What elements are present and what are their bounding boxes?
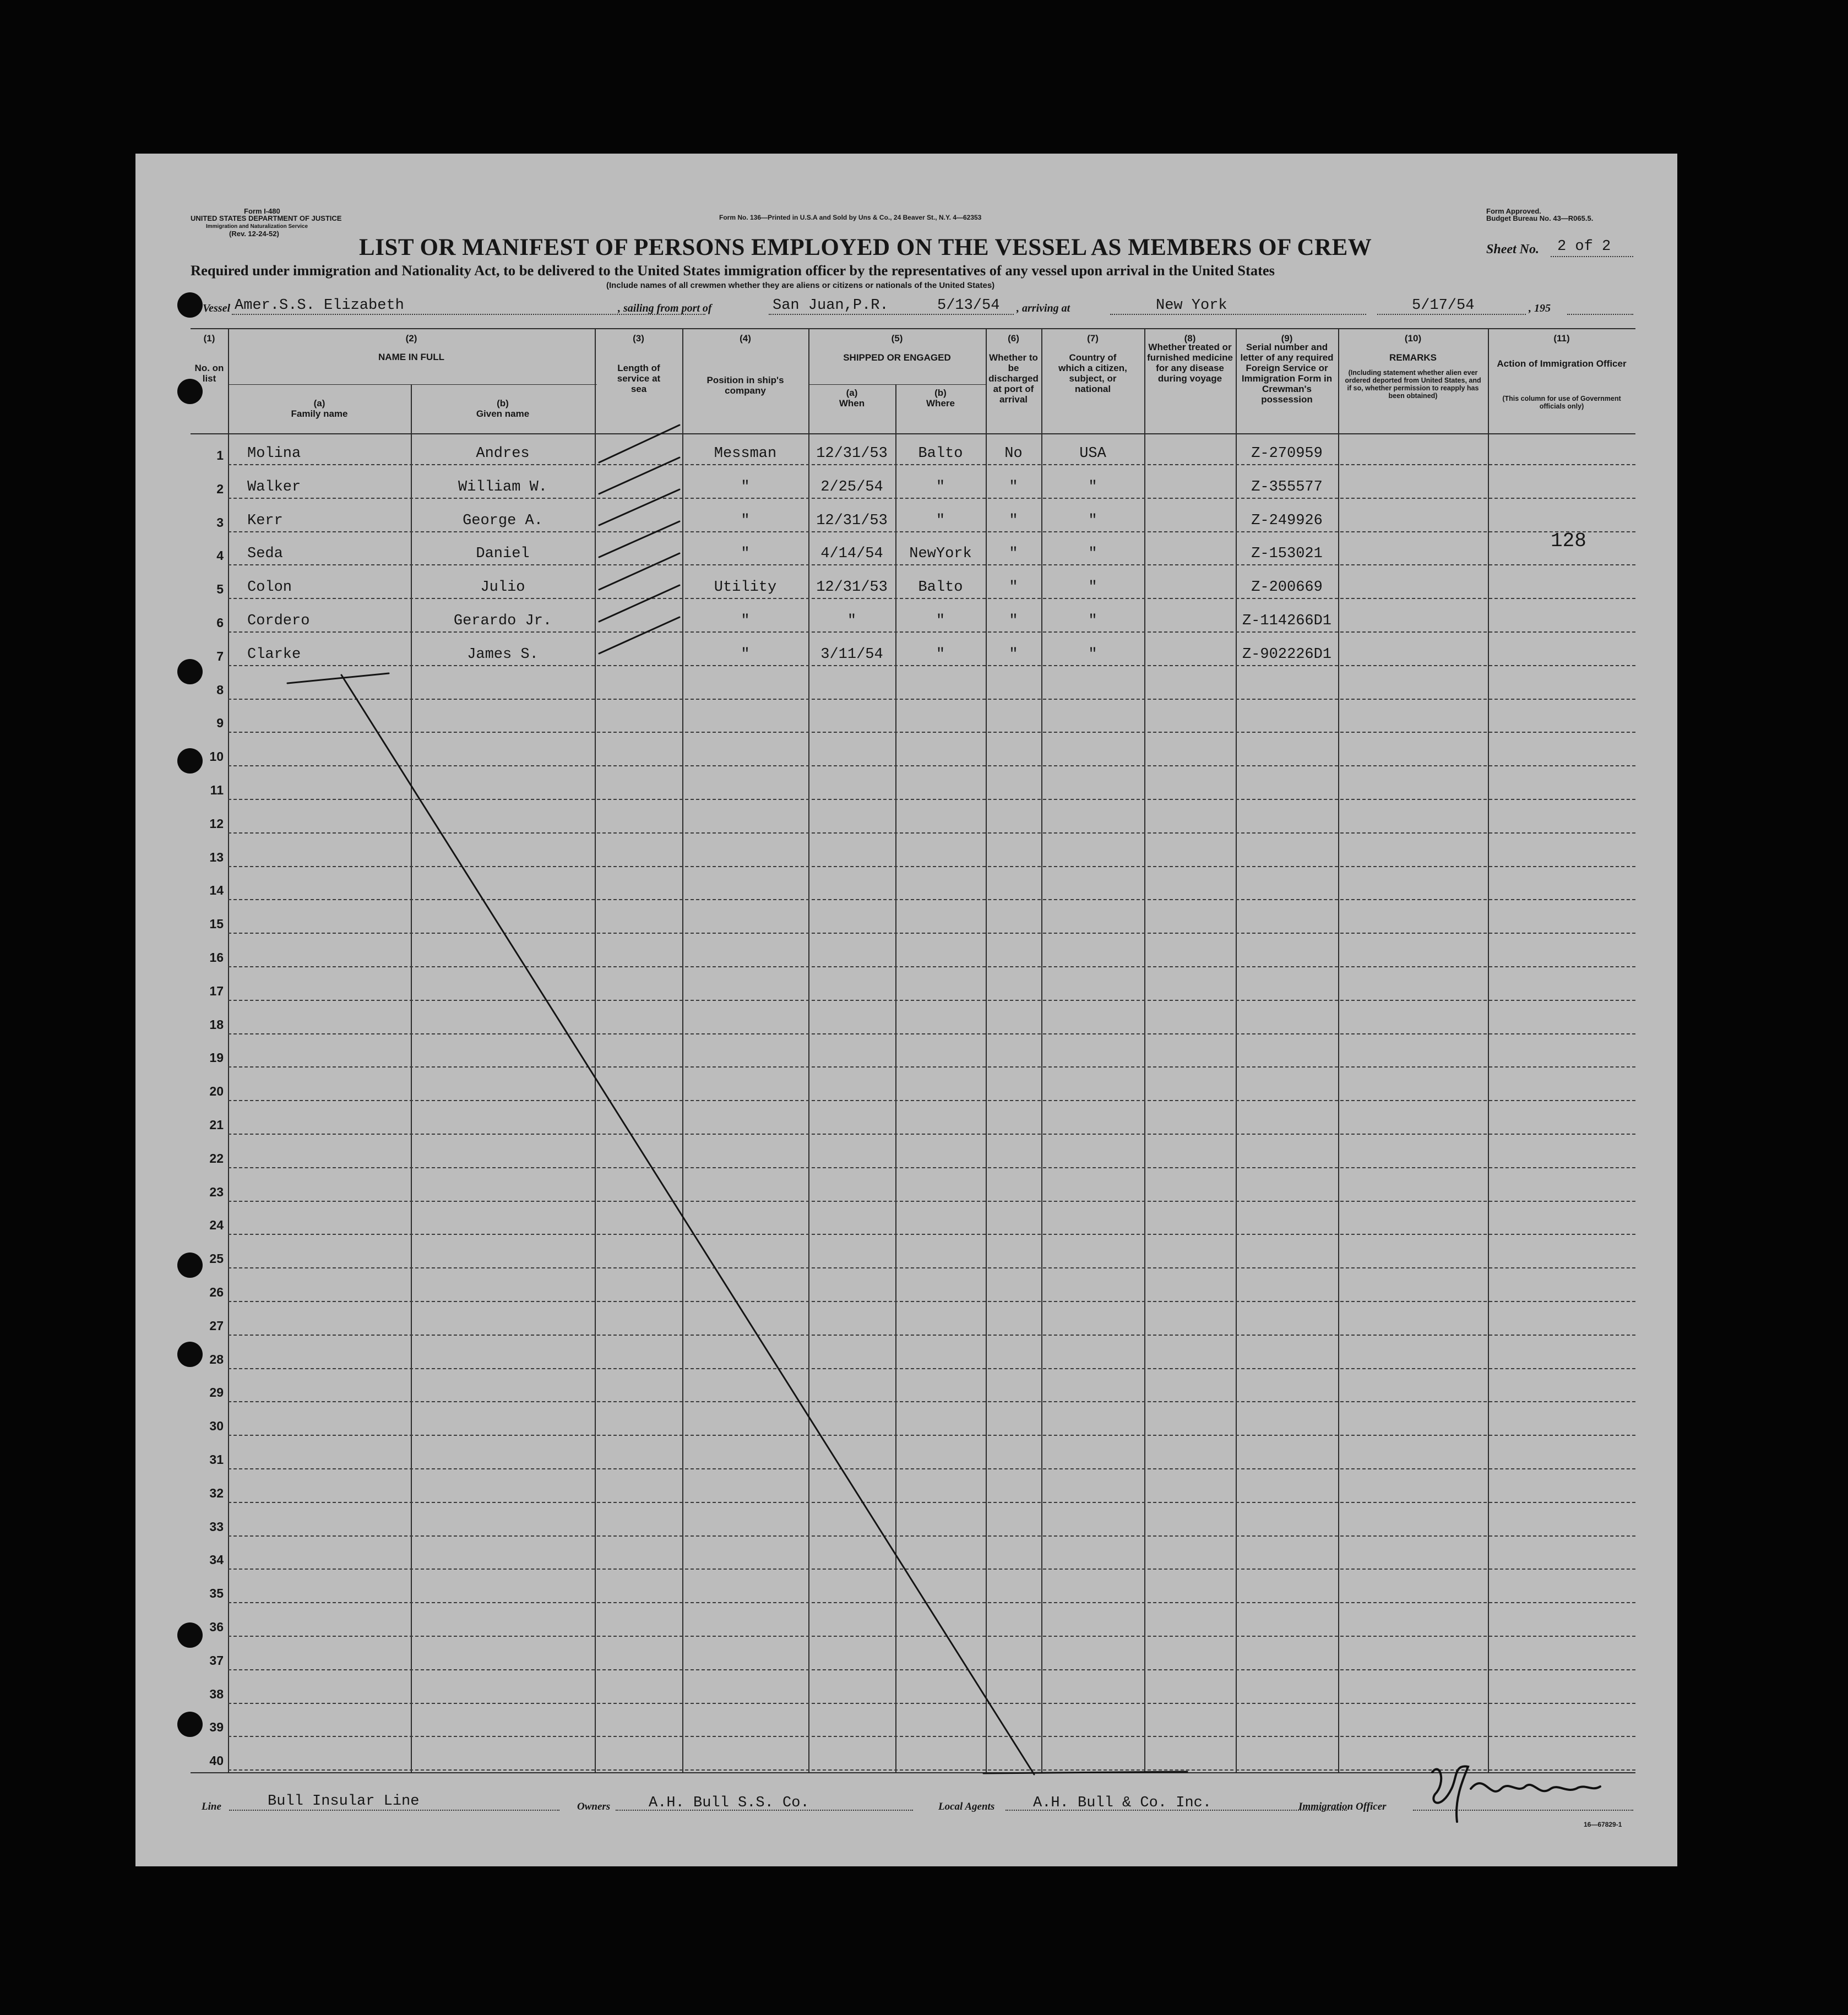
row-number: 11	[210, 783, 224, 797]
crew-discharged: "	[1009, 546, 1018, 563]
col7-header: Country of which a citizen, subject, or national	[1058, 352, 1127, 394]
crew-serial: Z-153021	[1251, 546, 1323, 563]
col5b-letter: (b)	[934, 388, 947, 398]
service-tick-4	[599, 521, 680, 557]
crew-country: "	[1088, 478, 1097, 495]
col2-header: NAME IN FULL	[378, 352, 444, 362]
col10-number: (10)	[1404, 333, 1422, 344]
row-number: 7	[216, 649, 224, 663]
crew-given: William W.	[458, 478, 548, 495]
line-label: Line	[202, 1801, 221, 1812]
crew-when: "	[847, 613, 857, 629]
punch-hole	[177, 748, 203, 774]
punch-hole	[177, 292, 203, 318]
crew-country: "	[1088, 512, 1097, 529]
row-number: 38	[209, 1686, 224, 1701]
sheet-value: 2 of 2	[1557, 238, 1611, 255]
service-tick-5	[599, 553, 680, 590]
crew-where: "	[936, 613, 945, 629]
row-number: 35	[209, 1586, 224, 1601]
crew-given: George A.	[463, 512, 543, 529]
row-number: 36	[209, 1620, 224, 1634]
row-number: 6	[216, 616, 224, 630]
crew-where: Balto	[918, 579, 963, 596]
arriving-label: , arriving at	[1017, 302, 1070, 314]
col6-header: Whether to be discharged at port of arrival	[988, 352, 1039, 405]
crew-position: "	[741, 512, 750, 529]
col2a-letter: (a)	[313, 398, 325, 409]
row-number: 20	[209, 1084, 224, 1099]
crew-country: "	[1088, 646, 1097, 663]
crew-serial: Z-114266D1	[1242, 613, 1332, 629]
col10-note: (Including statement whether alien ever ordered deported from United States, and if so, whether permission to reapply has been obtained)	[1345, 369, 1481, 400]
col9-number: (9)	[1281, 333, 1293, 344]
crew-given: Gerardo Jr.	[453, 613, 552, 629]
col2b-header: Given name	[476, 409, 530, 419]
crew-family: Seda	[247, 546, 283, 563]
row-number: 15	[209, 917, 224, 932]
col9-header: Serial number and letter of any required Foreign Service or Immigration Form in Crewman's possession	[1240, 342, 1334, 405]
row-number: 3	[216, 515, 224, 530]
col7-number: (7)	[1087, 333, 1099, 344]
col2b-letter: (b)	[497, 398, 509, 409]
punch-hole	[177, 659, 203, 684]
col5a-letter: (a)	[846, 388, 858, 398]
row-number: 2	[216, 481, 224, 496]
form-approved: Form Approved.	[1486, 207, 1541, 215]
service-tick-3	[599, 489, 680, 525]
line-value: Bull Insular Line	[268, 1793, 420, 1810]
col5a-header: When	[839, 398, 865, 409]
crew-serial: Z-355577	[1251, 478, 1323, 495]
crew-when: 2/25/54	[820, 478, 883, 495]
col5-header: SHIPPED OR ENGAGED	[843, 352, 951, 363]
crew-discharged: No	[1004, 445, 1023, 462]
row-number: 33	[209, 1519, 224, 1534]
crew-discharged: "	[1009, 478, 1018, 495]
crew-serial: Z-200669	[1251, 579, 1323, 596]
crew-family: Colon	[247, 579, 292, 596]
col4-header: Position in ship's company	[706, 375, 784, 396]
officer-label: Immigration Officer	[1298, 1801, 1387, 1812]
col5-number: (5)	[891, 333, 903, 344]
vessel-label: Vessel	[203, 302, 230, 314]
service-tick-7	[599, 617, 680, 653]
row-number: 22	[209, 1151, 224, 1166]
crew-family: Kerr	[247, 512, 283, 529]
col8-number: (8)	[1184, 333, 1196, 344]
clarke-underline	[287, 673, 389, 683]
crew-when: 4/14/54	[820, 546, 883, 563]
row-number: 24	[209, 1218, 224, 1233]
departure-port: San Juan,P.R.	[773, 297, 889, 314]
service-tick-2	[599, 458, 680, 494]
printer-line: Form No. 136—Printed in U.S.A and Sold by Uns & Co., 24 Beaver St., N.Y. 4—62353	[719, 214, 982, 221]
cancel-line-tail	[983, 1772, 1187, 1773]
crew-where: NewYork	[909, 546, 972, 563]
document-title: LIST OR MANIFEST OF PERSONS EMPLOYED ON THE VESSEL AS MEMBERS OF CREW	[359, 235, 1372, 260]
departure-date: 5/13/54	[937, 297, 1000, 314]
col2a-header: Family name	[291, 409, 348, 419]
crew-where: Balto	[918, 445, 963, 462]
row-number: 21	[209, 1118, 224, 1132]
row-number: 17	[209, 983, 224, 998]
crew-given: Julio	[480, 579, 525, 596]
col4-number: (4)	[740, 333, 751, 344]
pen-marks	[135, 154, 1677, 1866]
crew-country: "	[1088, 546, 1097, 563]
crew-country: "	[1088, 579, 1097, 596]
owners-label: Owners	[577, 1801, 611, 1812]
row-number: 16	[209, 950, 224, 965]
arrival-date: 5/17/54	[1412, 297, 1475, 314]
row-number: 13	[209, 849, 224, 864]
crew-where: "	[936, 646, 945, 663]
service-tick-6	[599, 585, 680, 622]
crew-family: Molina	[247, 445, 301, 462]
crew-discharged: "	[1009, 579, 1018, 596]
row-number: 4	[216, 548, 224, 563]
crew-discharged: "	[1009, 646, 1018, 663]
row-number: 30	[209, 1419, 224, 1434]
crew-serial: Z-270959	[1251, 445, 1323, 462]
unused-rows-cancel-line	[341, 675, 1034, 1774]
crew-position: Messman	[714, 445, 777, 462]
officer-signature	[1402, 1750, 1633, 1827]
row-number: 14	[209, 883, 224, 898]
col11-header: Action of Immigration Officer	[1497, 358, 1627, 369]
sheet-label: Sheet No.	[1486, 242, 1539, 257]
crew-position: "	[741, 613, 750, 629]
crew-family: Cordero	[247, 613, 310, 629]
crew-discharged: "	[1009, 512, 1018, 529]
crew-position: "	[741, 546, 750, 563]
crew-discharged: "	[1009, 613, 1018, 629]
crew-country: USA	[1079, 445, 1106, 462]
form-code: 16—67829-1	[1584, 1821, 1622, 1828]
crew-when: 12/31/53	[816, 579, 888, 596]
crew-when: 3/11/54	[820, 646, 883, 663]
agents-label: Local Agents	[938, 1801, 995, 1812]
row-number: 29	[209, 1385, 224, 1400]
col1-number: (1)	[203, 333, 215, 344]
col10-header: REMARKS	[1389, 352, 1437, 363]
punch-hole	[177, 1252, 203, 1278]
service-name: Immigration and Naturalization Service	[206, 224, 308, 230]
punch-hole	[177, 1622, 203, 1648]
crew-given: Andres	[476, 445, 530, 462]
row-number: 32	[209, 1485, 224, 1500]
crew-given: James S.	[467, 646, 539, 663]
row-number: 1	[216, 448, 224, 462]
action-note: 128	[1551, 530, 1586, 552]
row-number: 12	[209, 816, 224, 831]
row-number: 19	[209, 1050, 224, 1065]
vessel-name: Amer.S.S. Elizabeth	[235, 297, 404, 314]
agents-value: A.H. Bull & Co. Inc.	[1033, 1795, 1212, 1811]
row-number: 34	[209, 1553, 224, 1567]
owners-value: A.H. Bull S.S. Co.	[649, 1795, 809, 1811]
budget-bureau: Budget Bureau No. 43—R065.5.	[1486, 214, 1594, 222]
form-number-left: Form I-480	[244, 207, 280, 215]
row-number: 37	[209, 1653, 224, 1668]
crew-when: 12/31/53	[816, 445, 888, 462]
crew-serial: Z-902226D1	[1242, 646, 1332, 663]
col11-note: (This column for use of Government officials only)	[1502, 395, 1621, 410]
col8-header: Whether treated or furnished medicine for any disease during voyage	[1147, 342, 1233, 384]
document-subtitle: Required under immigration and Nationality Act, to be delivered to the United States immigration officer by the representatives of any vessel upon arrival in the United States	[191, 262, 1275, 279]
crew-where: "	[936, 478, 945, 495]
col5b-header: Where	[926, 398, 955, 409]
arrival-port: New York	[1156, 297, 1227, 314]
punch-hole	[177, 1342, 203, 1367]
crew-given: Daniel	[476, 546, 530, 563]
crew-position: "	[741, 478, 750, 495]
punch-hole	[177, 379, 203, 404]
row-number: 23	[209, 1184, 224, 1199]
row-number: 31	[209, 1452, 224, 1467]
row-number: 40	[209, 1753, 224, 1768]
row-number: 5	[216, 582, 224, 597]
department-name: UNITED STATES DEPARTMENT OF JUSTICE	[191, 214, 342, 222]
crew-serial: Z-249926	[1251, 512, 1323, 529]
col6-number: (6)	[1008, 333, 1019, 344]
col1-header: No. on list	[194, 363, 224, 384]
row-number: 28	[209, 1352, 224, 1366]
col3-number: (3)	[633, 333, 644, 344]
row-number: 26	[209, 1285, 224, 1299]
crew-when: 12/31/53	[816, 512, 888, 529]
revision-date: (Rev. 12-24-52)	[229, 230, 279, 238]
crew-position: Utility	[714, 579, 777, 596]
manifest-sheet	[135, 154, 1677, 1866]
col3-header: Length of service at sea	[617, 363, 661, 394]
row-number: 25	[209, 1251, 224, 1266]
crew-position: "	[741, 646, 750, 663]
crew-where: "	[936, 512, 945, 529]
col11-number: (11)	[1553, 333, 1570, 344]
row-number: 10	[209, 749, 224, 764]
crew-family: Walker	[247, 478, 301, 495]
year-label: , 195	[1529, 302, 1551, 314]
sailing-label: , sailing from port of	[618, 302, 712, 314]
row-number: 8	[216, 682, 224, 697]
crew-country: "	[1088, 613, 1097, 629]
service-tick-1	[599, 425, 680, 462]
crew-family: Clarke	[247, 646, 301, 663]
punch-hole	[177, 1712, 203, 1737]
row-number: 9	[216, 716, 224, 731]
row-number: 27	[209, 1318, 224, 1333]
crew-note: (Include names of all crewmen whether they are aliens or citizens or nationals of the United States)	[606, 281, 995, 290]
row-number: 18	[209, 1017, 224, 1032]
col2-number: (2)	[405, 333, 417, 344]
row-number: 39	[209, 1720, 224, 1735]
